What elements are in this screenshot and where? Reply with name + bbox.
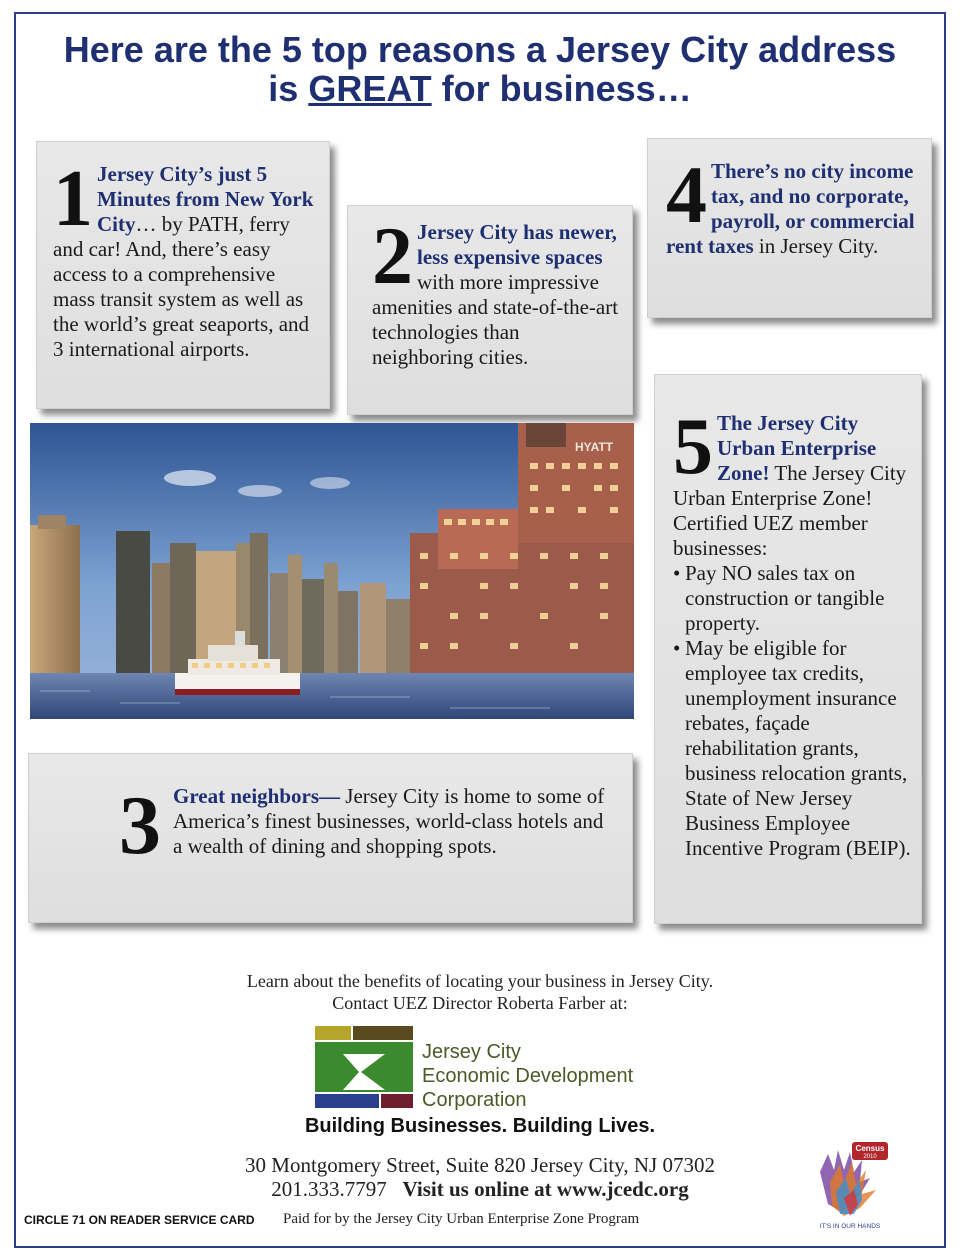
jcedc-logo <box>315 1026 415 1110</box>
reason-number-5: 5 <box>673 403 713 491</box>
reason-box-3 <box>28 753 633 923</box>
waterfront-photo <box>30 423 634 719</box>
reason-number-4: 4 <box>666 149 707 240</box>
org-name-line-3: Corporation <box>422 1089 527 1111</box>
reader-service-note: CIRCLE 71 ON READER SERVICE CARD <box>24 1213 255 1227</box>
census-slogan: IT'S IN OUR HANDS <box>819 1223 881 1230</box>
hyatt-sign: HYATT <box>575 440 614 454</box>
headline <box>20 30 940 108</box>
org-name-line-1: Jersey City <box>422 1041 521 1063</box>
reason-number-2: 2 <box>372 210 413 301</box>
reason-body-4: in Jersey City. <box>758 234 879 258</box>
reason-body-5: The Jersey City Urban Enterprise Zone! Certified UEZ member businesses: <box>673 461 907 560</box>
organization-name <box>422 1040 633 1112</box>
reason-box-5 <box>654 374 922 924</box>
reason-body-1: by PATH, ferry and car! And, there’s easy access to a comprehensive mass transit system as well as the world’s great seaports, and 3 international airports. <box>53 212 310 361</box>
headline-line1: Here are the 5 top reasons a Jersey City address <box>63 29 897 70</box>
tagline: Building Businesses. Building Lives. <box>304 1115 656 1137</box>
contact-info <box>0 970 960 1014</box>
reason-box-1 <box>36 141 330 409</box>
bullet-item: • May be eligible for employee tax credits, unemployment insurance rebates, façade rehabilitation grants, business relocation grants, State of New Jersey Business Employee Incentive Program (BEIP). <box>673 636 913 861</box>
org-name-line-2: Economic Development <box>422 1065 634 1087</box>
reason-body-2: with more impressive amenities and state-of-the-art technologies than neighboring cities. <box>372 270 619 369</box>
paid-by-note: Paid for by the Jersey City Urban Enterprise Zone Program <box>283 1211 640 1227</box>
census-title: Census <box>855 1144 885 1153</box>
reason-text-3 <box>123 784 616 859</box>
headline-line2 <box>20 69 940 108</box>
headline-great: GREAT <box>308 68 432 109</box>
reason-lead-suffix-1: … <box>135 212 157 236</box>
bullet-item: • Pay NO sales tax on construction or tangible property. <box>673 561 913 636</box>
reason-body-3: Jersey City is home to some of America’s finest businesses, world-class hotels and a wealth of dining and shopping spots. <box>173 784 605 858</box>
reason-5-bullets <box>673 561 913 861</box>
reason-box-4 <box>647 138 932 318</box>
census-year: 2010 <box>863 1154 877 1160</box>
reason-lead-3: Great neighbors— <box>173 784 341 808</box>
reason-lead-4: There’s no city income tax, and no corporate, payroll, or commercial rent taxes <box>666 159 915 258</box>
reason-box-2 <box>347 205 633 415</box>
skyline-illustration <box>30 423 634 719</box>
reason-lead-2: Jersey City has newer, less expensive spaces <box>417 220 617 269</box>
website-link[interactable]: Visit us online at www.jcedc.org <box>402 1177 689 1201</box>
headline-line2-pre: is <box>268 68 309 109</box>
reason-number-3: 3 <box>119 779 161 872</box>
phone-number: 201.333.7797 <box>271 1177 387 1201</box>
contact-line-1: Learn about the benefits of locating your business in Jersey City. <box>246 971 714 991</box>
reason-number-1: 1 <box>53 155 93 243</box>
reason-lead-5: The Jersey City Urban Enterprise Zone! <box>717 411 877 485</box>
street-address: 30 Montgomery Street, Suite 820 Jersey City, NJ 07302 <box>245 1153 715 1177</box>
reason-lead-1: Jersey City’s just 5 Minutes from New York City <box>97 162 314 236</box>
contact-line-2: Contact UEZ Director Roberta Farber at: <box>332 993 628 1013</box>
census-2010-logo <box>810 1142 890 1232</box>
headline-line2-post: for business… <box>431 68 692 109</box>
